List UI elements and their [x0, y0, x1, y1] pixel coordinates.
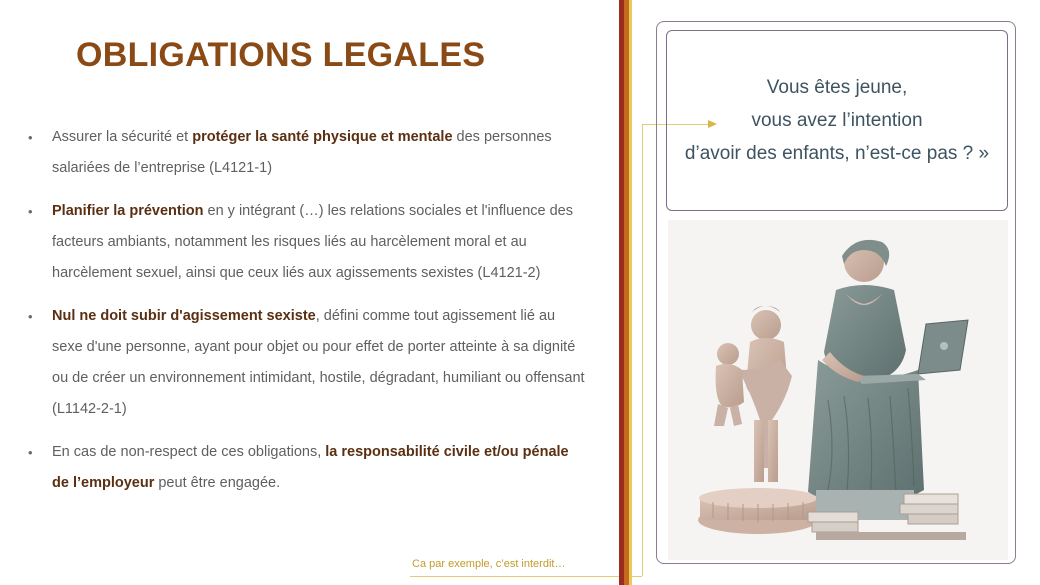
- body-text: en y intégrant (…) les relations sociales et l'influence des facteurs ambiants, notamment les risques liés au harcèlement moral et au harcèlement sexuel, ainsi que ceux liés aux agissements sexistes (L4121-2): [52, 203, 573, 281]
- quote-line-3: d’avoir des enfants, n’est-ce pas ? »: [684, 143, 990, 164]
- connector-vertical-line: [642, 124, 643, 576]
- stripe-yellow: [629, 0, 632, 585]
- bullet-icon: •: [28, 309, 33, 324]
- quote-line-1: Vous êtes jeune,: [766, 77, 908, 98]
- emphasis-text: Nul ne doit subir d'agissement sexiste: [52, 308, 316, 324]
- quote-line-2: vous avez l’intention: [751, 110, 923, 131]
- page-title: OBLIGATIONS LEGALES: [76, 36, 486, 74]
- bullet-icon: •: [28, 204, 33, 219]
- obligation-item: [28, 301, 588, 425]
- emphasis-text: protéger la santé physique et mentale: [192, 129, 453, 145]
- body-text: En cas de non-respect de ces obligations,: [52, 444, 326, 460]
- bullet-icon: •: [28, 445, 33, 460]
- obligation-item: [28, 196, 588, 289]
- footnote-underline: [410, 576, 642, 577]
- body-text: peut être engagée.: [154, 475, 281, 491]
- body-text: , défini comme tout agissement lié au sexe d'une personne, ayant pour objet ou pour effet de porter atteinte à sa dignité ou de créer un environnement intimidant, hostile, dégradant, humiliant ou offensant (L1142-2-1): [52, 308, 585, 417]
- obligations-list: [28, 122, 588, 511]
- obligation-item: [28, 122, 588, 184]
- statue-mother-children-laptop-illustration: [668, 220, 1008, 560]
- emphasis-text: Planifier la prévention: [52, 203, 204, 219]
- bullet-icon: •: [28, 130, 33, 145]
- body-text: Assurer la sécurité et: [52, 129, 193, 145]
- body-text: des personnes salariées de l’entreprise (L4121-1): [52, 129, 552, 176]
- emphasis-text: la responsabilité civile et/ou pénale de l’employeur: [52, 444, 569, 491]
- obligation-item: [28, 437, 588, 499]
- footnote: Ca par exemple, c’est interdit…: [412, 558, 566, 570]
- quote-box: [666, 30, 1008, 211]
